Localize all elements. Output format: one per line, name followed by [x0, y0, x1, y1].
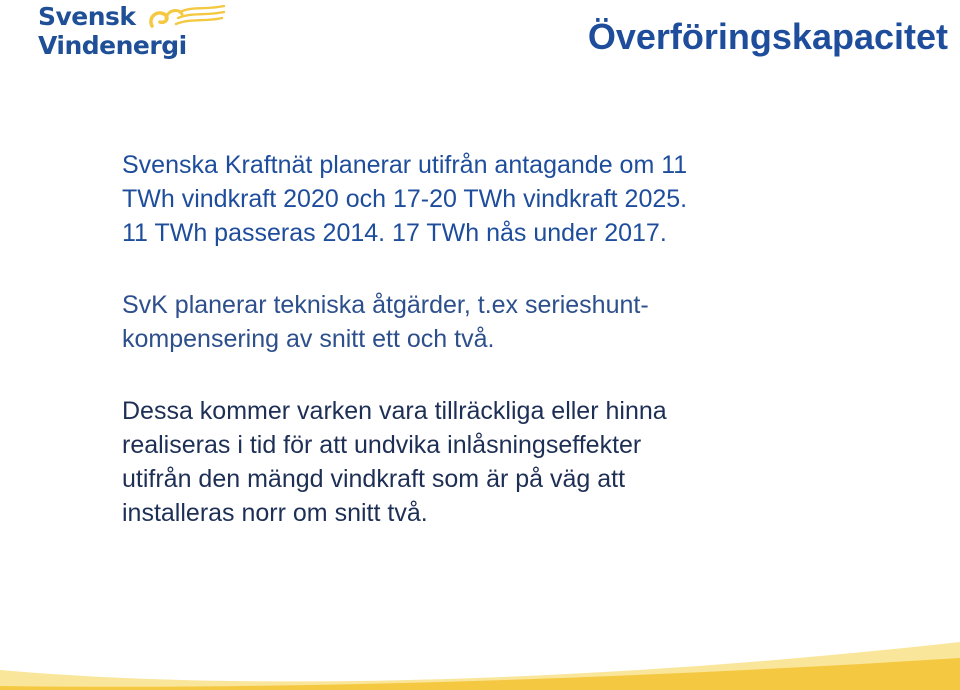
- text-line: TWh vindkraft 2020 och 17-20 TWh vindkraft 2025.: [122, 185, 688, 213]
- bottom-wave-decoration: [0, 620, 960, 690]
- text-line: utifrån den mängd vindkraft som är på väg att: [122, 465, 626, 493]
- paragraph-technical-measures: [122, 288, 862, 356]
- slide-body: [122, 148, 862, 530]
- paragraph-conclusion: [122, 394, 862, 530]
- text-line: Svenska Kraftnät planerar utifrån antagande om 11: [122, 151, 688, 179]
- logo-line-2: Vindenergi: [38, 31, 187, 60]
- text-line: realiseras i tid för att undvika inlåsningseffekter: [122, 431, 642, 459]
- text-line: SvK planerar tekniska åtgärder, t.ex serieshunt-: [122, 291, 649, 319]
- logo-line-1: Svensk: [38, 2, 136, 31]
- paragraph-capacity-planning: [122, 148, 862, 250]
- slide-title: Överföringskapacitet: [587, 16, 948, 57]
- svensk-vindenergi-logo: [38, 2, 228, 72]
- text-line: kompensering av snitt ett och två.: [122, 325, 495, 353]
- wind-swirl-icon: [146, 4, 226, 38]
- text-line: 11 TWh passeras 2014. 17 TWh nås under 2017.: [122, 219, 667, 247]
- text-line: installeras norr om snitt två.: [122, 499, 428, 527]
- text-line: Dessa kommer varken vara tillräckliga eller hinna: [122, 397, 667, 425]
